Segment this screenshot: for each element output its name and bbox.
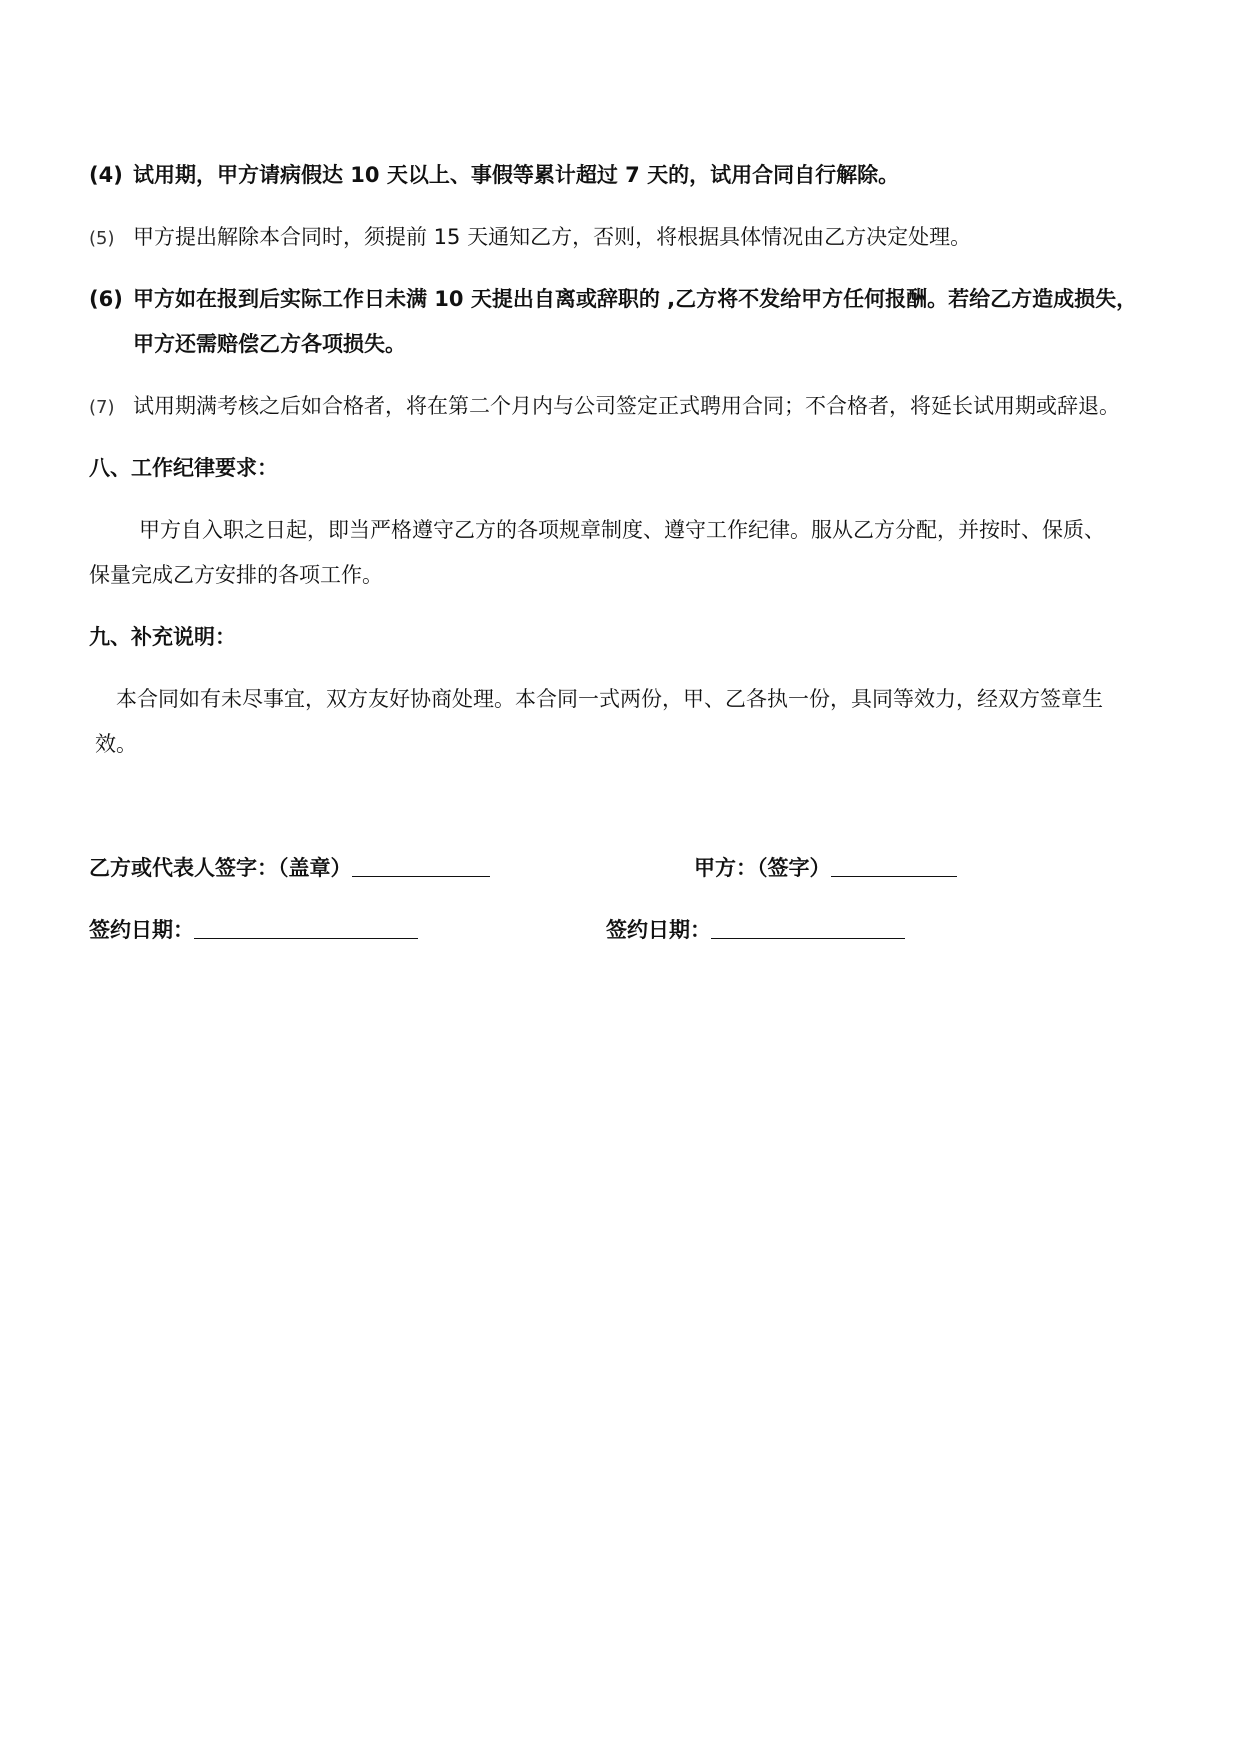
right-date-row [606,915,905,945]
clause-item-5 [89,222,971,254]
left-date-line[interactable] [194,916,418,939]
right-date-line[interactable] [711,916,905,939]
section-8-text-line1: 甲方自入职之日起，即当严格遵守乙方的各项规章制度、遵守工作纪律。服从乙方分配，并按时、保质、 [139,518,1105,542]
clause-text-line2: 甲方还需赔偿乙方各项损失。 [133,332,406,356]
party-a-signature-line[interactable] [831,854,957,877]
clause-item-6 [89,284,1137,314]
right-date-label: 签约日期： [606,918,711,942]
section-9-text-line1: 本合同如有未尽事宜，双方友好协商处理。本合同一式两份，甲、乙各执一份，具同等效力，经双方签章生 [116,687,1103,711]
clause-number: (4) [89,163,123,187]
clause-text: 试用期，甲方请病假达 10 天以上、事假等累计超过 7 天的，试用合同自行解除。 [133,163,900,187]
section-9-heading: 九、补充说明： [89,625,236,649]
clause-number: (5) [89,228,115,249]
left-date-label: 签约日期： [89,918,194,942]
clause-item-4 [89,160,899,190]
clause-text: 试用期满考核之后如合格者，将在第二个月内与公司签定正式聘用合同；不合格者，将延长试用期或辞退。 [133,394,1120,418]
clause-number: (7) [89,397,115,418]
section-9-text-line2: 效。 [95,732,137,756]
left-date-row [89,915,418,945]
clause-item-6-continuation [133,329,406,359]
party-b-signature-label: 乙方或代表人签字：（盖章） [89,856,352,880]
party-b-signature-line[interactable] [352,854,490,877]
section-8-heading: 八、工作纪律要求： [89,456,278,480]
party-a-signature-row [694,853,957,883]
clause-number: (6) [89,287,123,311]
clause-text: 甲方提出解除本合同时，须提前 15 天通知乙方，否则，将根据具体情况由乙方决定处理。 [133,225,972,249]
party-a-signature-label: 甲方：（签字） [694,856,831,880]
clause-text-line1: 甲方如在报到后实际工作日未满 10 天提出自离或辞职的 ,乙方将不发给甲方任何报酬。若给乙方造成损失， [133,287,1138,311]
party-b-signature-row [89,853,490,883]
section-8-text-line2: 保量完成乙方安排的各项工作。 [89,563,383,587]
clause-item-7 [89,391,1120,423]
